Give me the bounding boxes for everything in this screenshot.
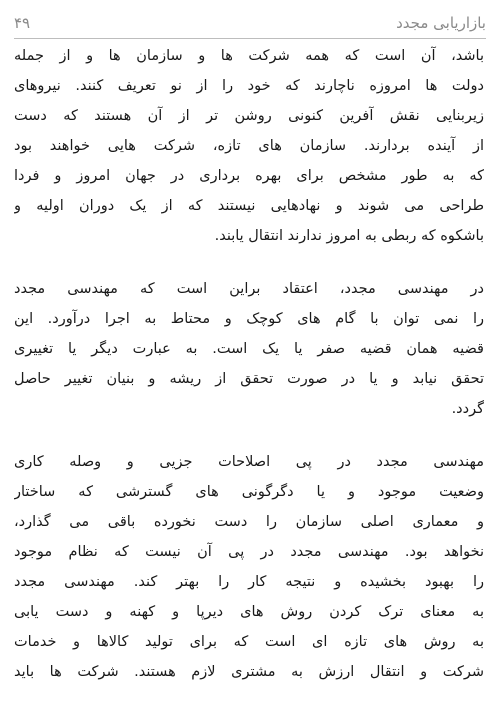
paragraph-line: زیربنایی نقش آفرین کنونی روشن تر از آن هستند که دست [14, 108, 484, 124]
paragraph-line: و معماری اصلی سازمان را دست نخورده باقی می گذارد، [14, 514, 484, 530]
paragraph-line: مهندسی مجدد در پی اصلاحات جزیی و وصله کاری [14, 454, 484, 470]
page-number: ۴۹ [14, 14, 31, 32]
paragraph-2 [14, 274, 484, 424]
paragraph-1 [14, 41, 484, 251]
paragraph-line: طراحی می شوند و نهادهایی نیستند که از یک دوران اولیه و [14, 198, 484, 214]
paragraph-line: به روش های تازه ای است که برای تولید کالاها و خدمات [14, 634, 484, 650]
paragraph-3 [14, 447, 484, 687]
paragraph-line: وضعیت موجود و یا دگرگونی های گسترشی که ساختار [14, 484, 484, 500]
paragraph-line: نخواهد بود. مهندسی مجدد در پی آن نیست که نظام موجود [14, 544, 484, 560]
paragraph-line: به معنای ترک کردن روش های دیرپا و کهنه و دست یابی [14, 604, 484, 620]
paragraph-line: باشد، آن است که همه شرکت ها و سازمان ها و از جمله [14, 48, 484, 64]
running-header [14, 8, 486, 39]
paragraph-line: در مهندسی مجدد، اعتقاد براین است که مهندسی مجدد [14, 281, 484, 297]
paragraph-line: گردد. [451, 401, 484, 417]
paragraph-line: قضیه همان قضیه صفر یا یک است. به عبارت دیگر یا تغییری [14, 341, 484, 357]
page-body [14, 41, 484, 710]
header-title: بازاریابی مجدد [396, 14, 486, 32]
paragraph-line: باشکوه که ربطی به امروز ندارند انتقال یابند. [214, 228, 484, 244]
paragraph-line: را بهبود بخشیده و نتیجه کار را بهتر کند. مهندسی مجدد [14, 574, 484, 590]
paragraph-line: که به طور مشخص برای بهره برداری در جهان امروز و فردا [14, 168, 484, 184]
paragraph-line: را نمی توان با گام های کوچک و محتاط به اجرا درآورد. این [14, 311, 484, 327]
paragraph-line: شرکت و انتقال ارزش به مشتری لازم هستند. شرکت ها باید [14, 664, 484, 680]
paragraph-line: دولت ها امروزه ناچارند که خود را از نو تعریف کنند. نیروهای [14, 78, 484, 94]
paragraph-line: از آینده بردارند. سازمان های تازه، شرکت هایی خواهند بود [14, 138, 484, 154]
paragraph-line: تحقق نیابد و یا در صورت تحقق از ریشه و بنیان تغییر حاصل [14, 371, 484, 387]
